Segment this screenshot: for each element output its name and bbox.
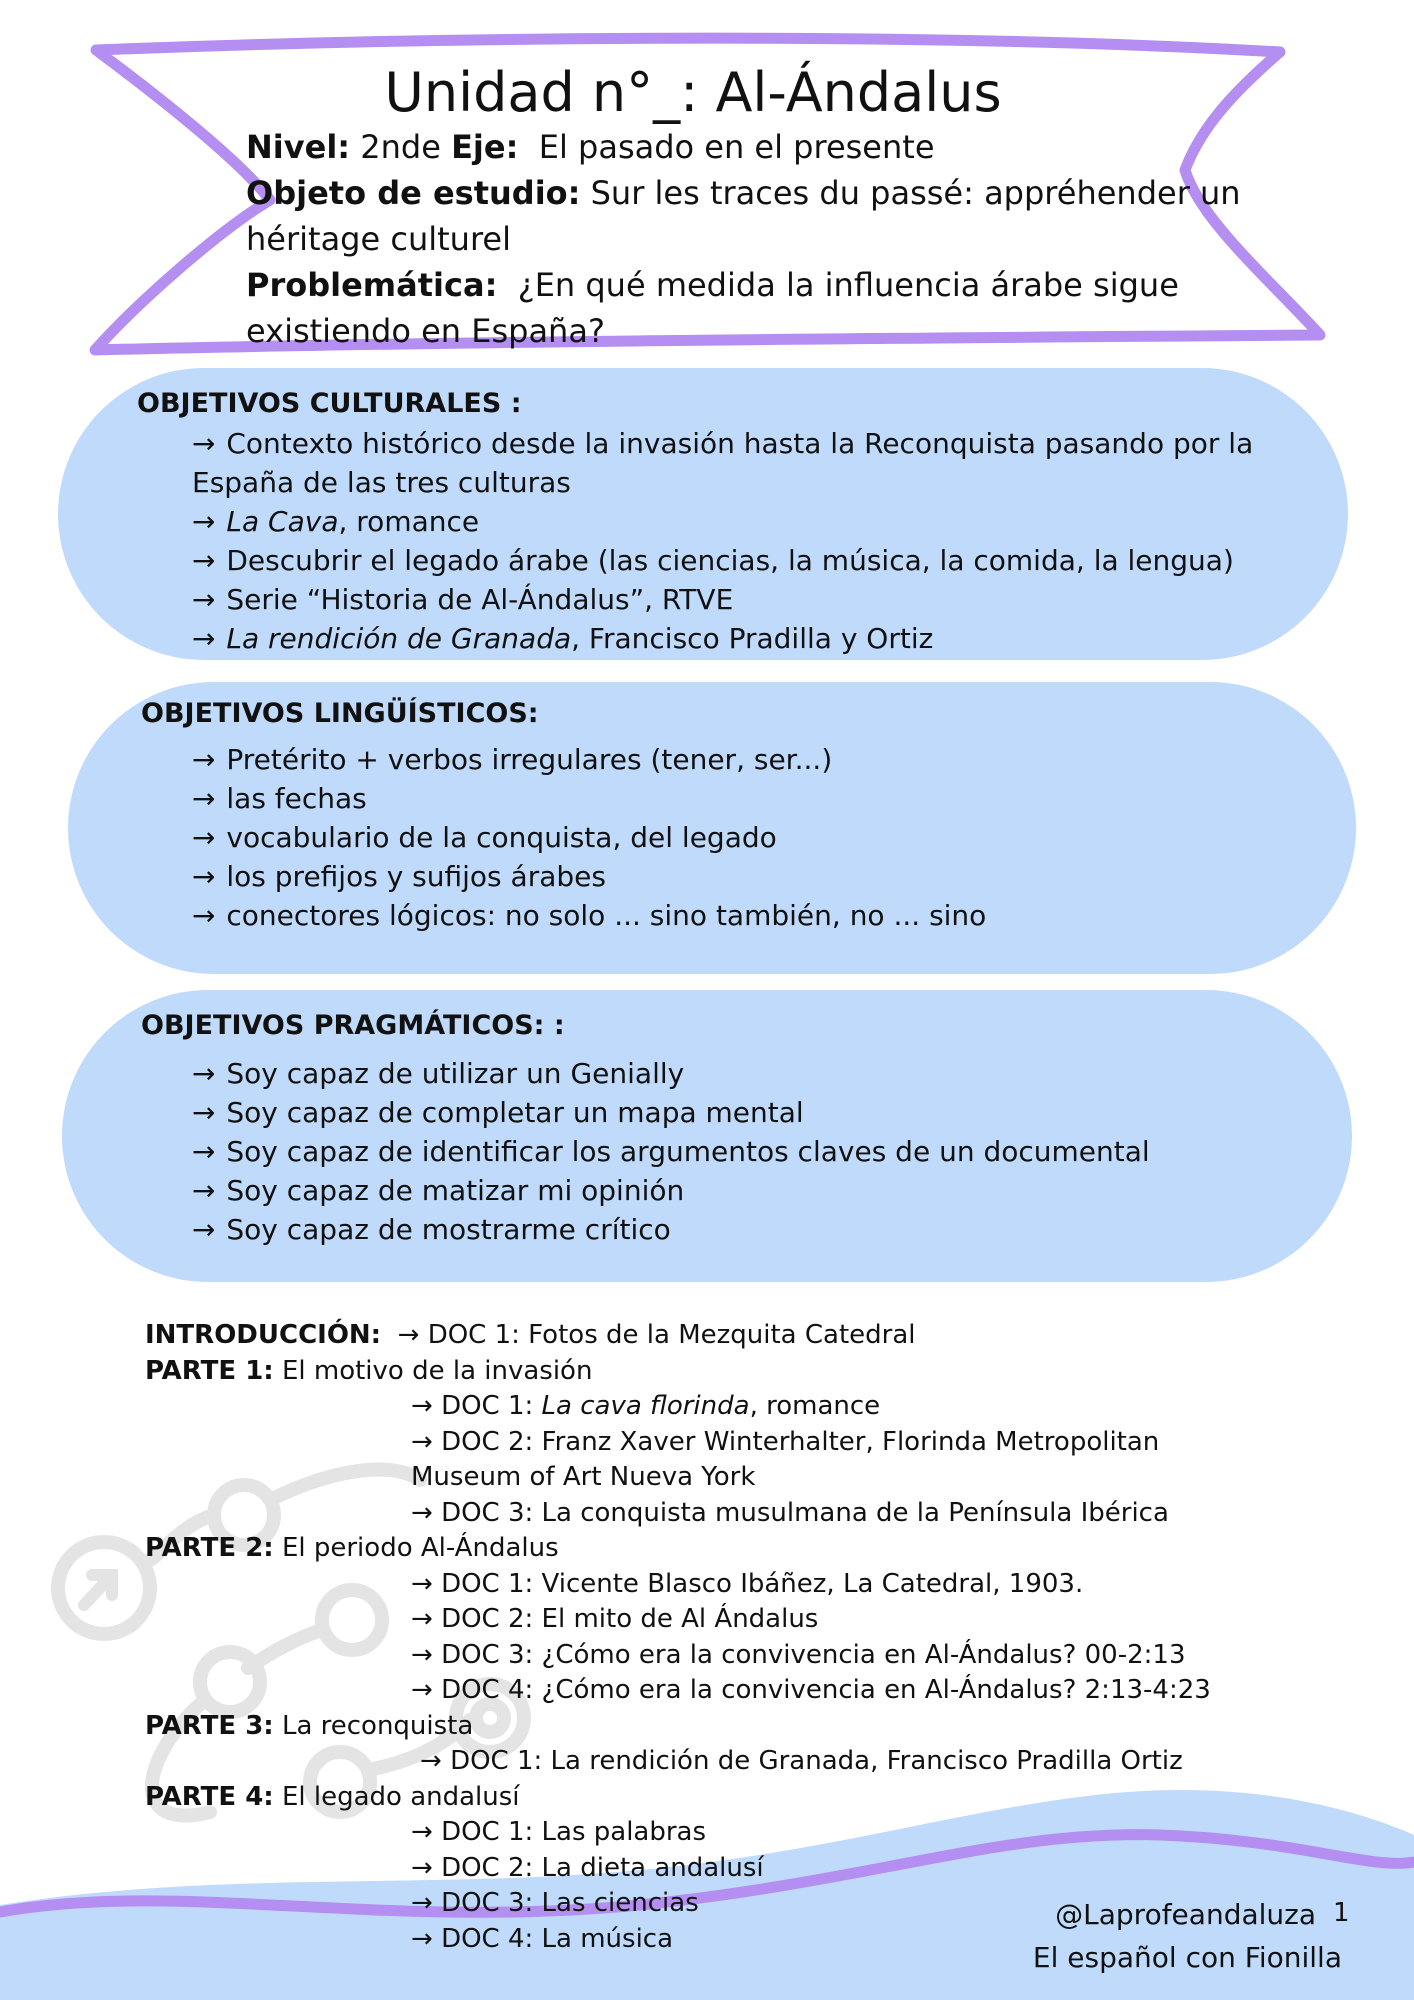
doc-text: DOC 1: Las palabras — [441, 1817, 707, 1847]
list-item — [192, 1210, 1312, 1249]
arrow-icon: → — [411, 1675, 433, 1705]
arrow-icon: → — [420, 1746, 442, 1776]
parte4-doc — [411, 1886, 699, 1922]
parte4-doc — [411, 1922, 673, 1958]
arrow-icon: → — [192, 622, 216, 655]
doc-text: DOC 2: La dieta andalusí — [441, 1853, 764, 1883]
doc-text: DOC 2: El mito de Al Ándalus — [441, 1604, 819, 1634]
unit-title: Unidad n°_: Al-Ándalus — [384, 61, 1002, 124]
arrow-icon: → — [192, 821, 216, 854]
objeto-label: Objeto de estudio: — [246, 174, 581, 212]
parte2-doc — [411, 1638, 1186, 1674]
item-text: las fechas — [226, 782, 367, 815]
parte1-heading — [145, 1354, 592, 1390]
item-text: los prefijos y sufijos árabes — [226, 860, 606, 893]
doc-text: DOC 1: La rendición de Granada, Francisco Pradilla Ortiz — [450, 1746, 1183, 1776]
arrow-icon: → — [411, 1391, 433, 1421]
item-text: Soy capaz de identificar los argumentos claves de un documental — [226, 1135, 1150, 1168]
problematica-line — [246, 262, 1266, 354]
parte4-doc — [411, 1815, 706, 1851]
arrow-icon: → — [192, 1096, 216, 1129]
arrow-icon: → — [411, 1888, 433, 1918]
nivel-label: Nivel: — [246, 128, 351, 166]
parte1-doc3 — [411, 1496, 1169, 1532]
parte-label: PARTE 4: — [145, 1782, 274, 1812]
parte-title: El motivo de la invasión — [281, 1356, 593, 1386]
parte2-doc — [411, 1567, 1083, 1603]
linguisticos-list — [192, 740, 1292, 935]
arrow-icon: → — [411, 1498, 433, 1528]
item-text: conectores lógicos: no solo ... sino también, no ... sino — [226, 899, 987, 932]
arrow-icon: → — [411, 1640, 433, 1670]
list-item — [192, 463, 1332, 502]
arrow-icon: → — [397, 1320, 420, 1350]
item-text: , Francisco Pradilla y Ortiz — [571, 622, 934, 655]
intro-label: INTRODUCCIÓN: — [145, 1320, 382, 1350]
item-text: Descubrir el legado árabe (las ciencias, la música, la comida, la lengua) — [226, 544, 1234, 577]
item-text: Soy capaz de mostrarme crítico — [226, 1213, 671, 1246]
arrow-icon: → — [411, 1427, 433, 1457]
header-info — [246, 124, 1266, 354]
parte-title: El legado andalusí — [281, 1782, 520, 1812]
doc-text: DOC 4: La música — [441, 1924, 674, 1954]
arrow-icon: → — [411, 1604, 433, 1634]
list-item — [192, 1171, 1312, 1210]
doc-text: DOC 3: ¿Cómo era la convivencia en Al-Ándalus? 00-2:13 — [441, 1640, 1186, 1670]
item-text: España de las tres culturas — [192, 466, 571, 499]
parte-label: PARTE 3: — [145, 1711, 274, 1741]
arrow-icon: → — [192, 1057, 216, 1090]
list-item — [192, 818, 1292, 857]
arrow-icon: → — [192, 1135, 216, 1168]
item-text: Contexto histórico desde la invasión hasta la Reconquista pasando por la — [226, 427, 1254, 460]
parte4-heading — [145, 1780, 520, 1816]
author-handle: @Laprofeandaluza — [1055, 1898, 1316, 1931]
doc-text: DOC 4: ¿Cómo era la convivencia en Al-Ándalus? 2:13-4:23 — [441, 1675, 1211, 1705]
arrow-icon: → — [192, 505, 216, 538]
list-item — [192, 740, 1292, 779]
item-text: Soy capaz de matizar mi opinión — [226, 1174, 685, 1207]
parte1-doc2-cont: Museum of Art Nueva York — [411, 1462, 756, 1492]
item-italic-text: La rendición de Granada — [226, 622, 572, 655]
list-item — [192, 779, 1292, 818]
list-item — [192, 1093, 1312, 1132]
objeto-value: Sur les traces du passé: appréhender un héritage culturel — [246, 174, 1241, 258]
doc-suffix: , romance — [749, 1391, 881, 1421]
list-item — [192, 580, 1332, 619]
item-text: , romance — [338, 505, 480, 538]
parte2-heading — [145, 1531, 559, 1567]
arrow-icon: → — [192, 899, 216, 932]
parte-title: El periodo Al-Ándalus — [281, 1533, 559, 1563]
item-italic-text: La Cava — [226, 505, 339, 538]
objeto-line — [246, 170, 1266, 262]
arrow-icon: → — [411, 1853, 433, 1883]
intro-line — [145, 1318, 916, 1354]
pragmaticos-heading: OBJETIVOS PRAGMÁTICOS: : — [141, 1010, 565, 1041]
item-text: vocabulario de la conquista, del legado — [226, 821, 777, 854]
arrow-icon: → — [192, 1174, 216, 1207]
doc-text: DOC 2: Franz Xaver Winterhalter, Florinda Metropolitan — [441, 1427, 1160, 1457]
doc-text: DOC 1: Vicente Blasco Ibáñez, La Catedral, 1903. — [441, 1569, 1084, 1599]
brand-name: El español con Fionilla — [1032, 1941, 1342, 1974]
nivel-eje-line — [246, 124, 1266, 170]
arrow-icon: → — [411, 1569, 433, 1599]
arrow-icon: → — [192, 544, 216, 577]
arrow-icon: → — [192, 782, 216, 815]
parte3-doc — [420, 1744, 1183, 1780]
arrow-icon: → — [192, 427, 216, 460]
item-text: Soy capaz de completar un mapa mental — [226, 1096, 804, 1129]
doc-italic-title: La cava florinda — [541, 1391, 750, 1421]
parte2-doc — [411, 1673, 1211, 1709]
doc-text: DOC 3: Las ciencias — [441, 1888, 699, 1918]
doc-text: DOC 3: La conquista musulmana de la Península Ibérica — [441, 1498, 1169, 1528]
parte-title: La reconquista — [281, 1711, 474, 1741]
arrow-icon: → — [192, 743, 216, 776]
arrow-icon: → — [192, 583, 216, 616]
eje-label: Eje: — [451, 128, 519, 166]
parte3-heading — [145, 1709, 473, 1745]
problematica-label: Problemática: — [246, 266, 498, 304]
list-item — [192, 857, 1292, 896]
list-item — [192, 502, 1332, 541]
list-item — [192, 1054, 1312, 1093]
nivel-value: 2nde — [360, 128, 441, 166]
item-text: Serie “Historia de Al-Ándalus”, RTVE — [226, 583, 734, 616]
culturales-list — [192, 424, 1332, 658]
parte-label: PARTE 1: — [145, 1356, 274, 1386]
list-item — [192, 541, 1332, 580]
culturales-heading: OBJETIVOS CULTURALES : — [137, 388, 522, 419]
arrow-icon: → — [192, 1213, 216, 1246]
linguisticos-heading: OBJETIVOS LINGÜÍSTICOS: — [141, 698, 539, 729]
arrow-icon: → — [411, 1817, 433, 1847]
parte1-doc1 — [411, 1389, 880, 1425]
problematica-value: ¿En qué medida la influencia árabe sigue existiendo en España? — [246, 266, 1179, 350]
list-item — [192, 896, 1292, 935]
list-item — [192, 619, 1332, 658]
list-item — [192, 1132, 1312, 1171]
parte-label: PARTE 2: — [145, 1533, 274, 1563]
parte2-doc — [411, 1602, 818, 1638]
arrow-icon: → — [411, 1924, 433, 1954]
item-text: Pretérito + verbos irregulares (tener, ser...) — [226, 743, 833, 776]
item-text: Soy capaz de utilizar un Genially — [226, 1057, 685, 1090]
parte4-doc — [411, 1851, 764, 1887]
list-item — [192, 424, 1332, 463]
doc-text: DOC 1: Fotos de la Mezquita Catedral — [427, 1320, 916, 1350]
pragmaticos-list — [192, 1054, 1312, 1249]
page-number: 1 — [1333, 1898, 1350, 1928]
eje-value: El pasado en el presente — [538, 128, 935, 166]
parte1-doc2 — [411, 1425, 1159, 1461]
doc-prefix: DOC 1: — [441, 1391, 542, 1421]
arrow-icon: → — [192, 860, 216, 893]
